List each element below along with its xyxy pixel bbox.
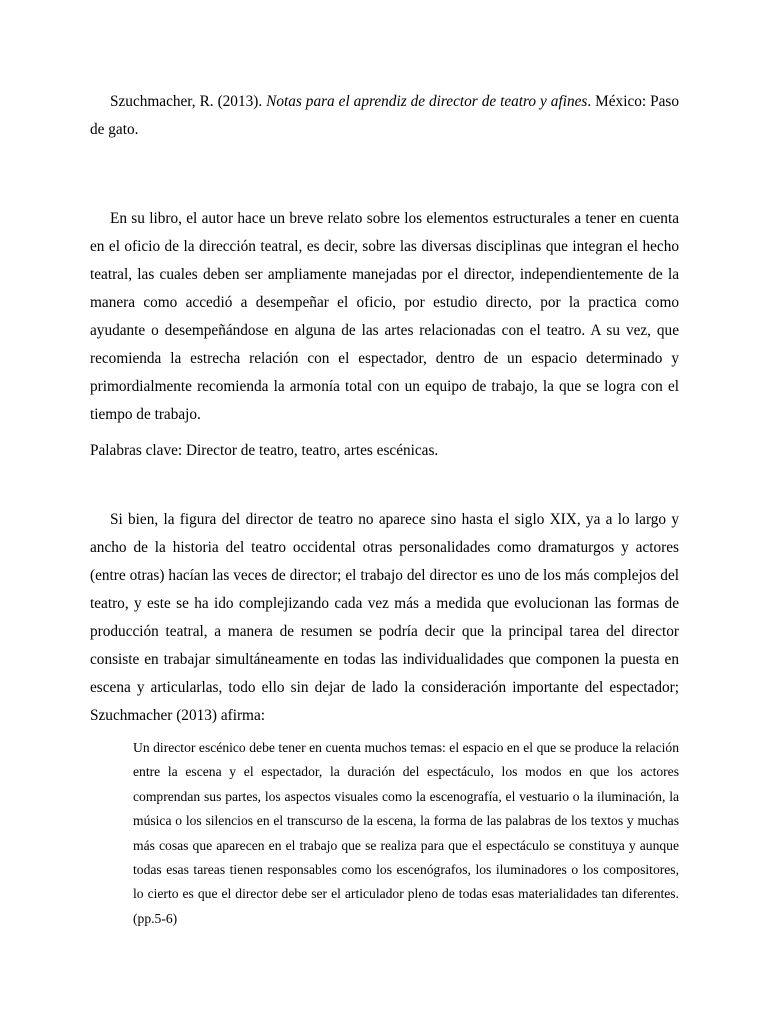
block-quote: Un director escénico debe tener en cuenta muchos temas: el espacio en el que se produce la relación entre la escena y el espectador, la duración del espectáculo, los modos en que los actores comprendan sus partes, los aspectos visuales como la escenografía, el vestuario o la iluminación, la música o los silencios en el transcurso de la escena, la forma de las palabras de los textos y muchas más cosas que aparecen en el trabajo que se realiza para que el espectáculo se constituya y aunque todas esas tareas tienen responsables como los escenógrafos, los iluminadores o los compositores, lo cierto es que el director debe ser el articulador pleno de todas esas materialidades tan diferentes. (pp.5-6)	[133, 740, 679, 926]
reference-author-year: Szuchmacher, R. (2013).	[110, 93, 267, 110]
bibliographic-reference	[90, 88, 679, 144]
body-paragraph: Si bien, la figura del director de teatro no aparece sino hasta el siglo XIX, ya a lo largo y ancho de la historia del teatro occidental otras personalidades como dramaturgos y actores (entre otras) hacían las veces de director; el trabajo del director es uno de los más complejos del teatro, y este se ha ido complejizando cada vez más a medida que evolucionan las formas de producción teatral, a manera de resumen se podría decir que la principal tarea del director consiste en trabajar simultáneamente en todas las individualidades que componen la puesta en escena y articularlas, todo ello sin dejar de lado la consideración importante del espectador; Szuchmacher (2013) afirma:	[90, 511, 679, 724]
reference-publisher: . México: Paso de gato.	[90, 93, 679, 138]
reference-book-title: Notas para el aprendiz de director de teatro y afines	[266, 93, 588, 110]
keywords-line: Palabras clave: Director de teatro, teatro, artes escénicas.	[90, 442, 439, 459]
summary-paragraph: En su libro, el autor hace un breve relato sobre los elementos estructurales a tener en cuenta en el oficio de la dirección teatral, es decir, sobre las diversas disciplinas que integran el hecho teatral, las cuales deben ser ampliamente manejadas por el director, independientemente de la manera como accedió a desempeñar el oficio, por estudio directo, por la practica como ayudante o desempeñándose en alguna de las artes relacionadas con el teatro. A su vez, que recomienda la estrecha relación con el espectador, dentro de un espacio determinado y primordialmente recomienda la armonía total con un equipo de trabajo, la que se logra con el tiempo de trabajo.	[90, 210, 679, 423]
document-page	[90, 88, 679, 931]
